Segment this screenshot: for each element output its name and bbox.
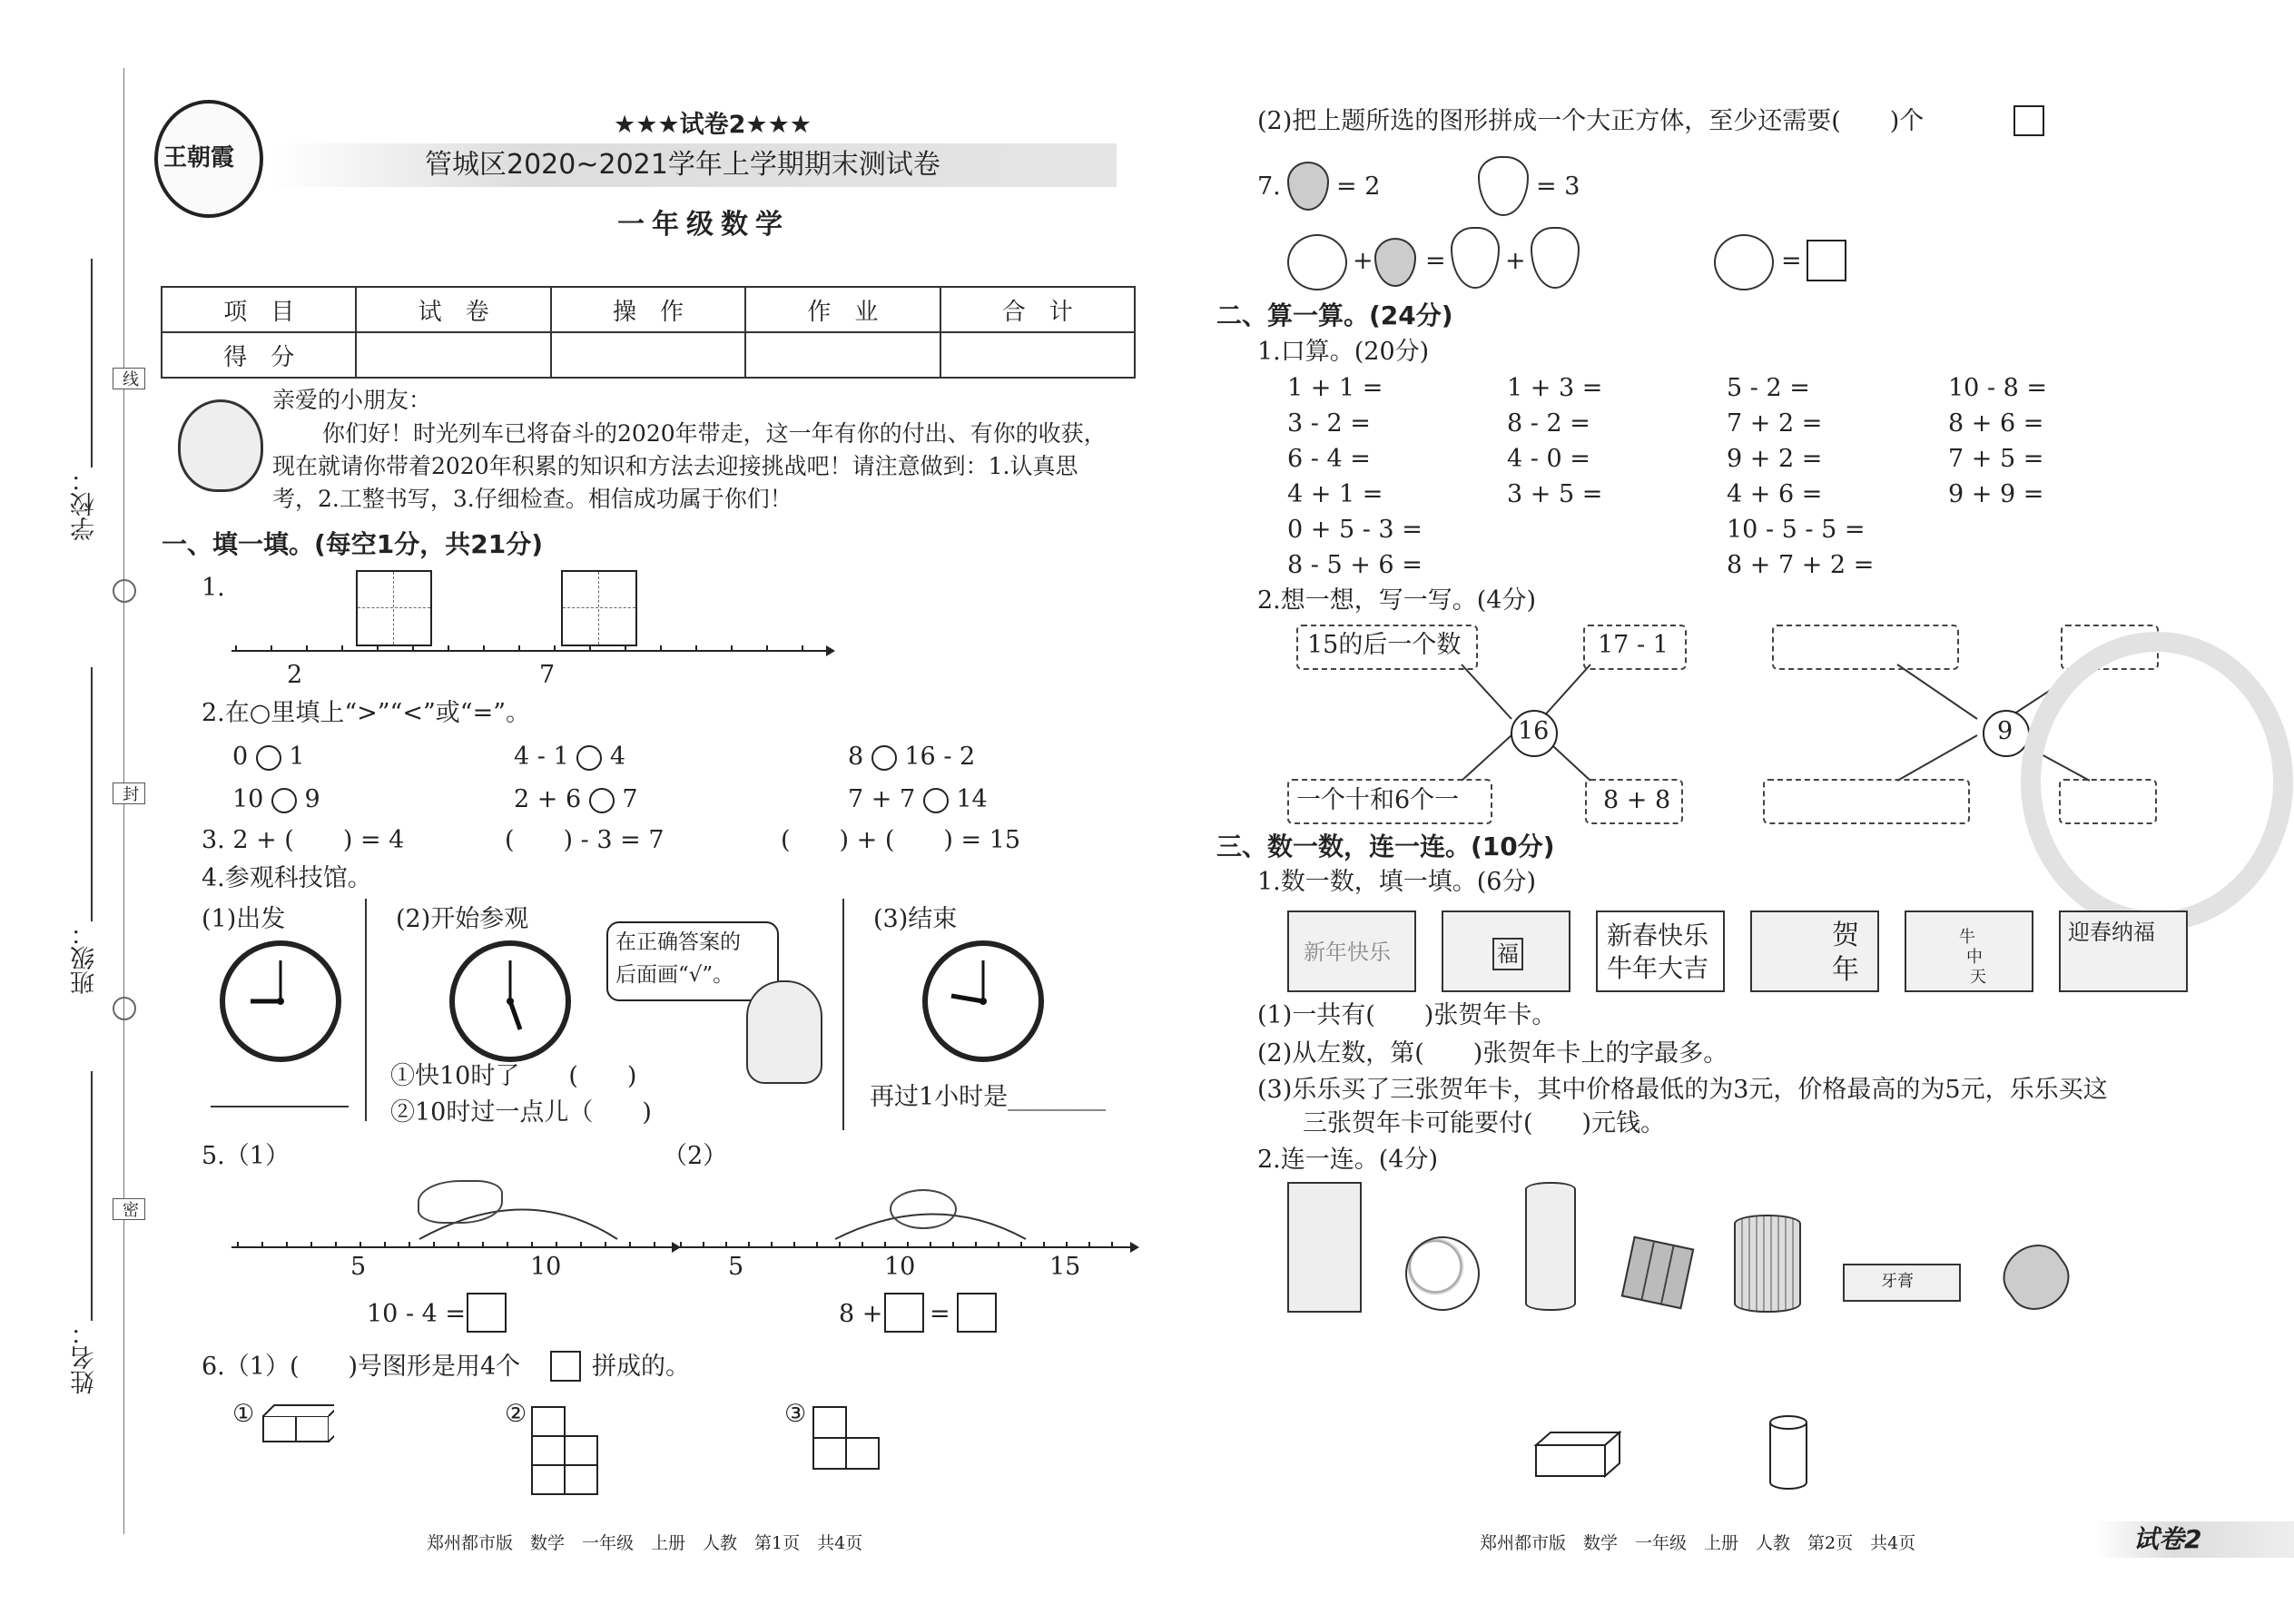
equation: 8 + [839,1300,883,1328]
question-label: 拼成的。 [592,1353,690,1381]
header-badge: ★★★试卷2★★★ [614,111,812,139]
calc-item[interactable]: 8 + 7 + 2 = [1727,551,1875,579]
equation: = [930,1300,950,1328]
fill-blank[interactable]: ( ) + ( ) = 15 [781,826,1021,854]
option-item[interactable]: ②10时过一点儿（ ) [390,1098,652,1127]
compare-item: 4 - 1 4 [514,743,626,771]
rabbit-icon [890,1189,957,1229]
part-label: (3)结束 [873,905,958,933]
question-number: 7. [1257,172,1281,201]
section-title: 三、数一数，连一连。(10分) [1216,832,1555,861]
table-cell: 合 计 [940,287,1135,332]
clock-face-icon [449,940,571,1062]
answer-box[interactable] [1807,240,1846,281]
soccer-ball-icon [1405,1236,1480,1311]
option-item[interactable]: ①快10时了 ( ) [390,1062,637,1090]
score-table [161,286,1136,379]
answer-box[interactable] [467,1293,507,1333]
rubiks-cube-icon [1621,1236,1695,1310]
answer-circle[interactable] [256,745,281,771]
clock-hands-icon [455,946,566,1057]
tick-label: 5 [728,1253,744,1281]
pear-icon [1531,227,1580,289]
answer-blank[interactable]: 再过1小时是________ [870,1083,1107,1111]
mark-fold: 密 [113,1198,145,1220]
divider [842,899,844,1130]
tick-label: 5 [350,1253,367,1281]
calc-item[interactable]: 9 + 2 = [1727,445,1823,473]
calc-item[interactable]: 7 + 2 = [1727,409,1823,438]
calc-item[interactable]: 4 + 1 = [1287,480,1383,508]
question-label: 2.在○里填上“>”“<”或“=”。 [202,699,531,727]
score-cell[interactable] [551,332,745,378]
strawberry-icon [1374,238,1416,287]
compare-item: 7 + 7 14 [848,785,988,813]
calc-item[interactable]: 6 - 4 = [1287,445,1371,473]
seal-watermark-icon [2021,632,2293,931]
answer-line[interactable] [211,1106,349,1107]
intro-line: 考，2.工整书写，3.仔细检查。相信成功属于你们！ [272,486,793,512]
calc-item[interactable]: 1 + 3 = [1507,374,1603,402]
bubble-text: 在正确答案的 [615,930,741,954]
intro-line: 你们好！时光列车已将奋斗的2020年带走，这一年有你的付出、有你的收获， [322,420,1107,447]
tick-label: 10 [884,1253,916,1281]
fill-blank[interactable]: 3. 2 + ( ) = 4 [202,826,405,854]
question-line[interactable]: 三张贺年卡可能要付( )元钱。 [1303,1109,1666,1137]
calc-item[interactable]: 9 + 9 = [1948,480,2044,508]
question-line[interactable]: (3)乐乐买了三张贺年卡，其中价格最低的为3元，价格最高的为5元，乐乐买这 [1257,1076,2108,1104]
grid-guide [393,572,394,645]
part-label: (2)开始参观 [396,905,529,933]
compare-item: 10 9 [232,785,320,813]
tick-label: 10 [530,1253,562,1281]
grid-guide [358,607,430,608]
tick-label: 2 [287,661,303,689]
compare-item: 8 16 - 2 [848,743,976,771]
number-line [227,640,835,667]
part-label: (1)出发 [202,905,286,933]
operator: = [1425,247,1446,275]
subject-title: 一年级数学 [617,209,790,241]
question-label: 6.（1）( )号图形是用4个 [202,1353,521,1381]
answer-circle[interactable] [576,745,602,771]
calc-item[interactable]: 4 + 6 = [1727,480,1823,508]
tick-label: 7 [539,661,556,689]
toothpaste-box-icon: 牙膏 [1843,1264,1961,1302]
table-cell: 操 作 [551,287,745,332]
web-text: 8 + 8 [1603,786,1671,814]
greeting-card: 迎春纳福 [2059,910,2188,992]
binding-hole-icon [113,997,136,1020]
milk-carton-icon [1287,1182,1362,1313]
greeting-card: 贺 年 [1750,910,1879,992]
equation: = 2 [1336,172,1381,201]
question-line[interactable]: (2)从左数，第( )张贺年卡上的字最多。 [1257,1039,1728,1068]
shape-label: ② [505,1400,527,1428]
answer-box[interactable] [957,1293,997,1333]
calc-item[interactable]: 3 + 5 = [1507,480,1603,508]
section-title: 一、填一填。(每空1分，共21分) [162,529,544,559]
divider [365,899,367,1121]
clock-face-icon [922,940,1044,1062]
greeting-card: 新年快乐 [1287,910,1416,992]
football-icon [1992,1233,2080,1321]
operator: = [1781,247,1802,275]
calc-item[interactable]: 8 - 5 + 6 = [1287,551,1423,579]
cube-stack-icon [812,1400,902,1472]
grid-guide [598,572,599,645]
footer-info: 郑州都市版 数学 一年级 上册 人教 第1页 共4页 [427,1533,863,1553]
question-label: 5.（1） [202,1142,290,1170]
bubble-text: 后面画“√”。 [615,963,734,987]
web-answer-box[interactable] [1763,779,1970,824]
calc-item[interactable]: 1 + 1 = [1287,374,1383,402]
equation: = 3 [1536,172,1580,201]
class-label: 班级： [71,921,99,995]
equation: 10 - 4 = [367,1300,467,1328]
web-center-value: 16 [1518,717,1550,745]
question-label: 4.参观科技馆。 [202,864,372,892]
cube-icon [2013,105,2044,136]
sub-question: 1.口算。(20分) [1257,338,1430,366]
strawberry-icon [1287,162,1329,211]
intro-line: 现在就请你带着2020年积累的知识和方法去迎接挑战吧！请注意做到：1.认真思 [272,453,1078,479]
footer-info: 郑州都市版 数学 一年级 上册 人教 第2页 共4页 [1480,1533,1916,1553]
web-text: 一个十和6个一 [1296,786,1460,814]
school-label: 学校： [71,468,99,541]
calc-item[interactable]: 0 + 5 - 3 = [1287,516,1423,544]
sub-question: 2.连一连。(4分) [1257,1146,1439,1174]
apple-icon [1714,234,1774,290]
web-text: 17 - 1 [1598,631,1669,659]
chip-can-icon [1525,1182,1576,1311]
sub-question: 1.数一数，填一填。(6分) [1257,868,1537,896]
page-title: 管城区2020~2021学年上学期期末测试卷 [425,149,940,181]
answer-box[interactable] [884,1293,924,1333]
cube-stack-icon [261,1400,334,1445]
clock-face-icon [220,940,341,1062]
cuboid-shape-icon [1532,1427,1623,1481]
pear-icon [1451,227,1500,289]
operator: + [1505,247,1526,275]
calc-item[interactable]: 10 - 8 = [1948,374,2048,402]
binding-hole-icon [113,579,136,603]
intro-greet: 亲爱的小朋友： [272,387,432,413]
question-line[interactable]: (1)一共有( )张贺年卡。 [1257,1001,1557,1029]
greeting-card: 福 [1442,910,1570,992]
web-answer-box[interactable] [1772,625,1959,670]
footer-tag: 试卷2 [2133,1524,2202,1554]
tianzige-box[interactable] [561,570,637,646]
jump-number-line [227,1162,1153,1262]
web-text: 15的后一个数 [1307,631,1462,659]
section-title: 二、算一算。(24分) [1216,300,1453,330]
school-line[interactable] [91,259,93,468]
answer-circle[interactable] [271,788,297,813]
compare-item: 2 + 6 7 [514,785,638,813]
tianzige-box[interactable] [356,570,432,646]
name-label: 姓名： [71,1321,99,1394]
cube-icon [550,1351,581,1382]
question-number: 1. [202,574,225,602]
cylinder-shape-icon [1767,1412,1812,1493]
greeting-card: 新春快乐 牛年大吉 [1596,910,1725,992]
tin-can-icon [1734,1215,1801,1313]
calc-item[interactable]: 8 + 6 = [1948,409,2044,438]
table-cell: 得 分 [162,332,356,378]
greeting-card: 牛 中 天 [1905,910,2033,992]
clock-hands-icon [928,946,1039,1057]
calc-item[interactable]: 4 - 0 = [1507,445,1590,473]
peach-mascot-icon [178,399,263,492]
logo-text: 王朝霞 [163,144,235,172]
apple-icon [1287,234,1347,290]
table-cell: 项 目 [162,287,356,332]
fill-blank[interactable]: ( ) - 3 = 7 [505,826,665,854]
operator: + [1353,247,1373,275]
question-label: (2)把上题所选的图形拼成一个大正方体，至少还需要( )个 [1257,107,1925,135]
table-cell: 作 业 [745,287,940,332]
sub-question: 2.想一想，写一写。(4分) [1257,586,1537,615]
shape-label: ① [232,1400,255,1428]
web-center-value: 9 [1997,717,2013,745]
tick-label: 15 [1049,1253,1081,1281]
pear-icon [1478,156,1529,216]
mark-seal: 封 [113,782,145,804]
score-cell[interactable] [940,332,1135,378]
table-cell: 试 卷 [356,287,550,332]
score-cell[interactable] [745,332,940,378]
score-cell[interactable] [356,332,550,378]
grid-guide [563,607,635,608]
calc-item[interactable]: 10 - 5 - 5 = [1727,516,1866,544]
answer-circle[interactable] [589,788,615,813]
cube-stack-icon [530,1398,603,1498]
compare-item: 0 1 [232,743,305,771]
girl-illustration-icon [746,980,822,1084]
kangaroo-icon [418,1180,503,1224]
answer-circle[interactable] [871,745,897,771]
class-line[interactable] [91,667,93,921]
calc-item[interactable]: 7 + 5 = [1948,445,2044,473]
clock-hands-icon [225,946,336,1057]
shape-label: ③ [784,1400,807,1428]
calc-item[interactable]: 3 - 2 = [1287,409,1371,438]
calc-item[interactable]: 8 - 2 = [1507,409,1590,438]
calc-item[interactable]: 5 - 2 = [1727,374,1810,402]
name-line[interactable] [91,1071,93,1321]
mark-line: 线 [113,368,145,389]
question-label: （2） [663,1142,728,1170]
answer-circle[interactable] [923,788,949,813]
